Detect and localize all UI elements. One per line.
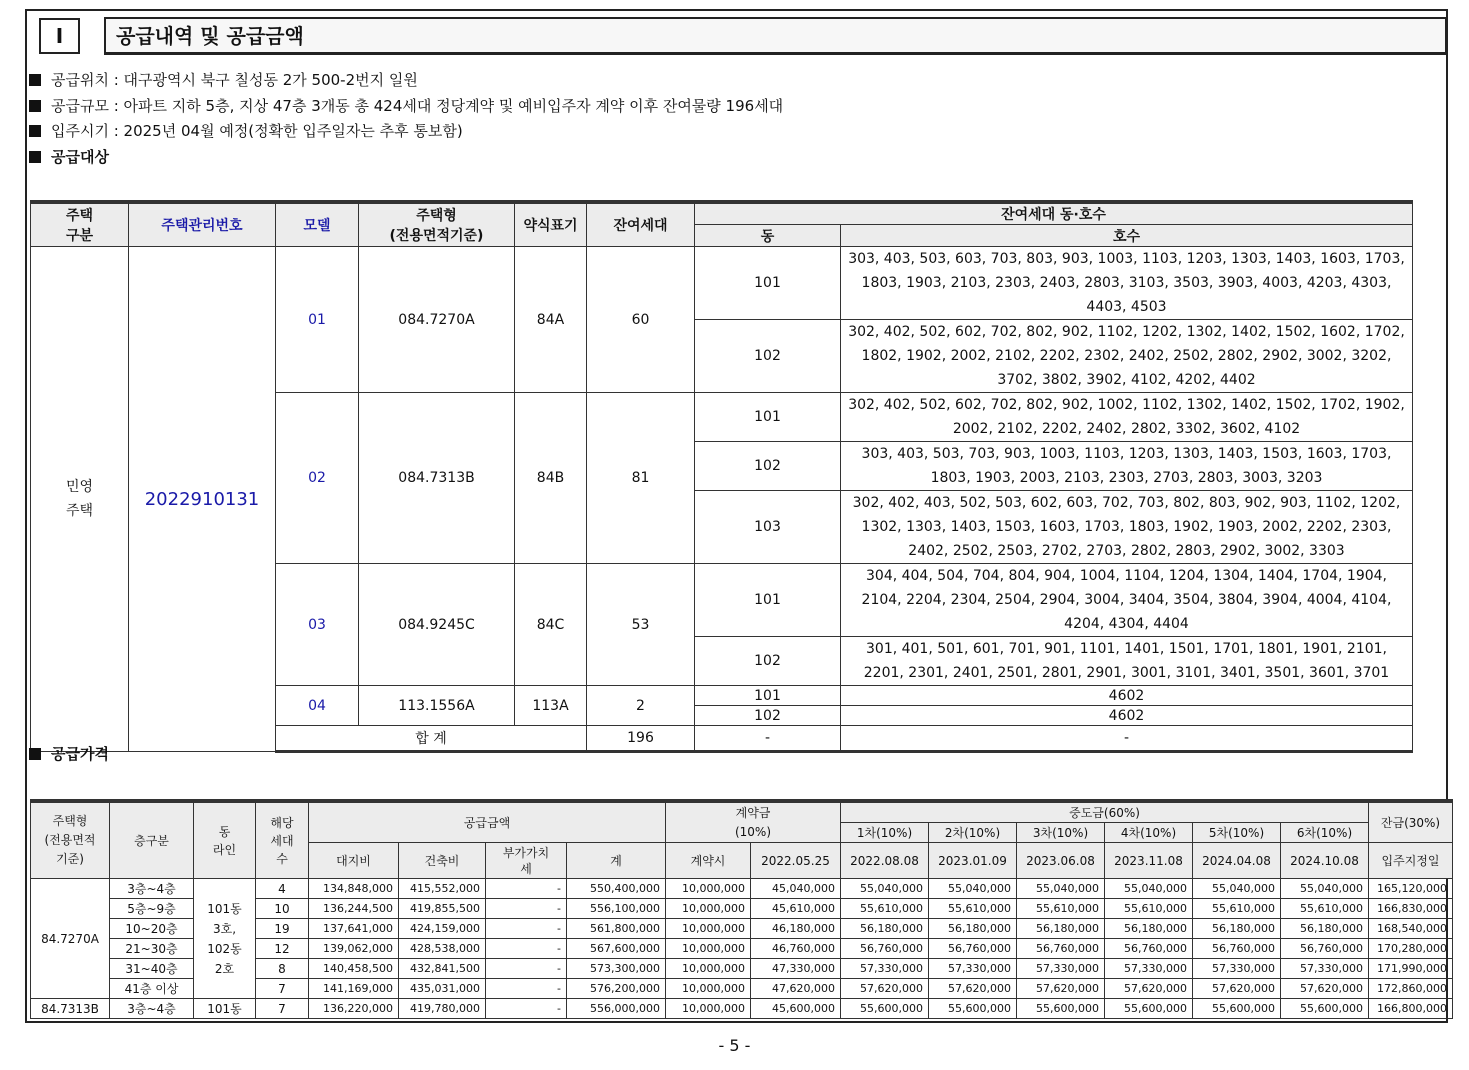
price-heading-text: 공급가격 <box>51 745 109 763</box>
info-scale-text: 공급규모 : 아파트 지하 5층, 지상 47층 3개동 총 424세대 정당계약 및 예비입주자 계약 이후 잔여물량 196세대 <box>51 97 784 115</box>
price-cell: - <box>486 919 567 939</box>
dong-line-cell: 101동 3호, 102동 2호 <box>194 879 256 999</box>
total-count: 196 <box>587 726 695 752</box>
floor-cell: 21~30층 <box>110 939 194 959</box>
price-cell: 57,620,000 <box>1105 979 1193 999</box>
price-cell: 46,180,000 <box>751 919 841 939</box>
header-d5: 2024.04.08 <box>1193 843 1281 879</box>
price-cell: 55,610,000 <box>841 899 929 919</box>
floor-cell: 3층~4층 <box>110 999 194 1019</box>
units-cell: 4 <box>256 879 309 899</box>
header-contract-date: 2022.05.25 <box>751 843 841 879</box>
info-move-in <box>29 121 463 141</box>
price-cell: 55,040,000 <box>1105 879 1193 899</box>
ho-cell: 302, 402, 502, 602, 702, 802, 902, 1002, 1102, 1302, 1402, 1502, 1702, 1902, 2002, 2102, 2202, 2402, 2802, 3302, 3602, 4102 <box>841 393 1413 442</box>
price-cell: 573,300,000 <box>567 959 666 979</box>
price-cell: 576,200,000 <box>567 979 666 999</box>
target-heading-text: 공급대상 <box>51 148 109 166</box>
price-cell: 166,800,000 <box>1369 999 1453 1019</box>
price-heading <box>29 744 109 764</box>
ho-cell: 304, 404, 504, 704, 804, 904, 1004, 1104, 1204, 1304, 1404, 1704, 1904, 2104, 2204, 2304, 2504, 2904, 3004, 3404, 3504, 3804, 3904, 4004, 4104, 4204, 4304, 4404 <box>841 564 1413 637</box>
price-cell: 57,330,000 <box>1105 959 1193 979</box>
header-vat: 부가가치 세 <box>486 843 567 879</box>
ho-cell: 4602 <box>841 686 1413 706</box>
total-ho: - <box>841 726 1413 752</box>
price-cell: - <box>486 879 567 899</box>
header-floor: 층구분 <box>110 801 194 879</box>
house-type-cell: 084.7270A <box>359 247 515 393</box>
dong-cell: 103 <box>695 491 841 564</box>
price-cell: 57,330,000 <box>929 959 1017 979</box>
dong-cell: 101 <box>695 247 841 320</box>
model-cell: 03 <box>276 564 359 686</box>
price-cell: 47,330,000 <box>751 959 841 979</box>
price-cell: 55,600,000 <box>1193 999 1281 1019</box>
price-cell: 56,180,000 <box>1105 919 1193 939</box>
price-table <box>30 799 1453 1019</box>
remaining-cell: 2 <box>587 686 695 726</box>
header-m1: 1차(10%) <box>841 823 929 843</box>
price-cell: 550,400,000 <box>567 879 666 899</box>
price-cell: - <box>486 959 567 979</box>
header-sum: 계 <box>567 843 666 879</box>
abbr-cell: 84A <box>515 247 587 393</box>
price-cell: 47,620,000 <box>751 979 841 999</box>
price-cell: 57,620,000 <box>1017 979 1105 999</box>
price-cell: 55,610,000 <box>1105 899 1193 919</box>
price-cell: 56,180,000 <box>841 919 929 939</box>
header-balance: 잔금(30%) <box>1369 801 1453 843</box>
price-cell: 170,280,000 <box>1369 939 1453 959</box>
type-cell: 84.7270A <box>31 879 110 999</box>
header-middle: 중도금(60%) <box>841 801 1369 823</box>
remaining-cell: 53 <box>587 564 695 686</box>
price-cell: - <box>486 939 567 959</box>
dong-cell: 102 <box>695 637 841 686</box>
units-cell: 8 <box>256 959 309 979</box>
price-cell: 432,841,500 <box>399 959 486 979</box>
mgmt-no-cell: 2022910131 <box>129 247 276 752</box>
house-division-cell: 민영 주택 <box>31 247 129 752</box>
price-cell: 55,600,000 <box>1105 999 1193 1019</box>
dong-cell: 102 <box>695 442 841 491</box>
dong-cell: 101 <box>695 564 841 637</box>
price-cell: 172,860,000 <box>1369 979 1453 999</box>
price-cell: 424,159,000 <box>399 919 486 939</box>
price-cell: 56,180,000 <box>1281 919 1369 939</box>
price-cell: 55,600,000 <box>1281 999 1369 1019</box>
price-cell: 567,600,000 <box>567 939 666 959</box>
price-cell: 141,169,000 <box>309 979 399 999</box>
price-cell: 56,760,000 <box>1017 939 1105 959</box>
dong-cell: 102 <box>695 706 841 726</box>
dong-cell: 102 <box>695 320 841 393</box>
price-cell: 561,800,000 <box>567 919 666 939</box>
dong-line-cell: 101동 <box>194 999 256 1019</box>
price-cell: 57,620,000 <box>929 979 1017 999</box>
price-cell: 137,641,000 <box>309 919 399 939</box>
header-dong: 동 <box>695 225 841 247</box>
header-building: 건축비 <box>399 843 486 879</box>
header-d1: 2022.08.08 <box>841 843 929 879</box>
price-cell: 165,120,000 <box>1369 879 1453 899</box>
price-cell: 55,040,000 <box>1017 879 1105 899</box>
price-cell: 55,610,000 <box>1193 899 1281 919</box>
price-cell: 55,610,000 <box>929 899 1017 919</box>
header-house-type: 주택형 (전용면적기준) <box>359 202 515 247</box>
house-type-cell: 084.9245C <box>359 564 515 686</box>
header-type: 주택형 (전용면적 기준) <box>31 801 110 879</box>
floor-cell: 41층 이상 <box>110 979 194 999</box>
ho-cell: 303, 403, 503, 703, 903, 1003, 1103, 1203, 1303, 1403, 1503, 1603, 1703, 1803, 1903, 2003, 2103, 2303, 2703, 2803, 3003, 3203 <box>841 442 1413 491</box>
price-cell: 55,600,000 <box>1017 999 1105 1019</box>
header-m2: 2차(10%) <box>929 823 1017 843</box>
price-cell: 57,330,000 <box>1281 959 1369 979</box>
header-balance-date: 입주지정일 <box>1369 843 1453 879</box>
price-cell: 57,620,000 <box>841 979 929 999</box>
header-m6: 6차(10%) <box>1281 823 1369 843</box>
price-row <box>31 999 1453 1019</box>
price-cell: 55,600,000 <box>929 999 1017 1019</box>
price-cell: 10,000,000 <box>666 999 751 1019</box>
total-dong: - <box>695 726 841 752</box>
header-supply-amount: 공급금액 <box>309 801 666 843</box>
square-bullet-icon <box>29 100 41 112</box>
dong-cell: 101 <box>695 686 841 706</box>
price-cell: 55,040,000 <box>929 879 1017 899</box>
info-move-in-text: 입주시기 : 2025년 04월 예정(정확한 입주일자는 추후 통보함) <box>51 122 463 140</box>
price-cell: 56,760,000 <box>1281 939 1369 959</box>
square-bullet-icon <box>29 74 41 86</box>
price-cell: - <box>486 979 567 999</box>
square-bullet-icon <box>29 748 41 760</box>
price-cell: 45,600,000 <box>751 999 841 1019</box>
price-cell: - <box>486 999 567 1019</box>
type-cell: 84.7313B <box>31 999 110 1019</box>
abbr-cell: 84C <box>515 564 587 686</box>
ho-cell: 302, 402, 502, 602, 702, 802, 902, 1102, 1202, 1302, 1402, 1502, 1602, 1702, 1802, 1902, 2002, 2102, 2202, 2302, 2402, 2502, 2802, 2902, 3002, 3202, 3702, 3802, 3902, 4102, 4202, 4402 <box>841 320 1413 393</box>
price-cell: 56,760,000 <box>929 939 1017 959</box>
units-cell: 12 <box>256 939 309 959</box>
header-units: 해당 세대 수 <box>256 801 309 879</box>
model-cell: 02 <box>276 393 359 564</box>
price-cell: 45,610,000 <box>751 899 841 919</box>
remaining-cell: 81 <box>587 393 695 564</box>
header-land: 대지비 <box>309 843 399 879</box>
units-cell: 7 <box>256 999 309 1019</box>
units-cell: 19 <box>256 919 309 939</box>
price-cell: 134,848,000 <box>309 879 399 899</box>
price-cell: 57,330,000 <box>841 959 929 979</box>
floor-cell: 5층~9층 <box>110 899 194 919</box>
header-m3: 3차(10%) <box>1017 823 1105 843</box>
price-cell: 168,540,000 <box>1369 919 1453 939</box>
price-cell: 419,855,500 <box>399 899 486 919</box>
header-d4: 2023.11.08 <box>1105 843 1193 879</box>
header-d6: 2024.10.08 <box>1281 843 1369 879</box>
price-cell: 10,000,000 <box>666 919 751 939</box>
price-cell: 57,620,000 <box>1281 979 1369 999</box>
price-cell: 46,760,000 <box>751 939 841 959</box>
price-cell: 139,062,000 <box>309 939 399 959</box>
price-cell: 140,458,500 <box>309 959 399 979</box>
price-cell: 57,620,000 <box>1193 979 1281 999</box>
header-abbr: 약식표기 <box>515 202 587 247</box>
price-cell: 10,000,000 <box>666 939 751 959</box>
supply-table <box>30 200 1413 753</box>
header-dong-line: 동 라인 <box>194 801 256 879</box>
header-contract-at: 계약시 <box>666 843 751 879</box>
price-cell: 166,830,000 <box>1369 899 1453 919</box>
abbr-cell: 84B <box>515 393 587 564</box>
price-cell: 435,031,000 <box>399 979 486 999</box>
price-cell: 55,610,000 <box>1017 899 1105 919</box>
section-number: I <box>39 18 80 54</box>
header-model: 모델 <box>276 202 359 247</box>
floor-cell: 10~20층 <box>110 919 194 939</box>
header-d3: 2023.06.08 <box>1017 843 1105 879</box>
model-cell: 01 <box>276 247 359 393</box>
price-cell: 136,220,000 <box>309 999 399 1019</box>
price-cell: 55,600,000 <box>841 999 929 1019</box>
dong-cell: 101 <box>695 393 841 442</box>
header-remaining-units: 잔여세대 동·호수 <box>695 202 1413 225</box>
price-cell: 56,180,000 <box>929 919 1017 939</box>
price-cell: 171,990,000 <box>1369 959 1453 979</box>
floor-cell: 3층~4층 <box>110 879 194 899</box>
price-row <box>31 879 1453 899</box>
price-cell: 56,760,000 <box>841 939 929 959</box>
ho-cell: 303, 403, 503, 603, 703, 803, 903, 1003, 1103, 1203, 1303, 1403, 1603, 1703, 1803, 1903, 2103, 2303, 2403, 2803, 3103, 3503, 3903, 4003, 4203, 4303, 4403, 4503 <box>841 247 1413 320</box>
units-cell: 10 <box>256 899 309 919</box>
price-cell: 55,610,000 <box>1281 899 1369 919</box>
header-d2: 2023.01.09 <box>929 843 1017 879</box>
price-cell: 55,040,000 <box>841 879 929 899</box>
price-cell: 10,000,000 <box>666 879 751 899</box>
abbr-cell: 113A <box>515 686 587 726</box>
header-mgmt-no: 주택관리번호 <box>129 202 276 247</box>
section-title: 공급내역 및 공급금액 <box>104 17 1447 55</box>
price-cell: 56,760,000 <box>1193 939 1281 959</box>
remaining-cell: 60 <box>587 247 695 393</box>
price-cell: 415,552,000 <box>399 879 486 899</box>
ho-cell: 301, 401, 501, 601, 701, 901, 1101, 1401, 1501, 1701, 1801, 1901, 2101, 2201, 2301, 2401, 2501, 2801, 2901, 3001, 3101, 3401, 3501, 3601, 3701 <box>841 637 1413 686</box>
header-contract: 계약금 (10%) <box>666 801 841 843</box>
target-heading <box>29 147 109 167</box>
header-ho: 호수 <box>841 225 1413 247</box>
price-cell: 55,040,000 <box>1193 879 1281 899</box>
price-cell: 10,000,000 <box>666 979 751 999</box>
price-cell: 428,538,000 <box>399 939 486 959</box>
floor-cell: 31~40층 <box>110 959 194 979</box>
price-cell: 57,330,000 <box>1193 959 1281 979</box>
price-cell: 556,000,000 <box>567 999 666 1019</box>
square-bullet-icon <box>29 151 41 163</box>
ho-cell: 302, 402, 403, 502, 503, 602, 603, 702, 703, 802, 803, 902, 903, 1102, 1202, 1302, 1303, 1403, 1503, 1603, 1703, 1803, 1902, 1903, 2002, 2202, 2303, 2402, 2502, 2503, 2702, 2703, 2802, 2803, 2902, 3002, 3303 <box>841 491 1413 564</box>
price-cell: 56,180,000 <box>1193 919 1281 939</box>
price-cell: - <box>486 899 567 919</box>
price-cell: 136,244,500 <box>309 899 399 919</box>
price-cell: 10,000,000 <box>666 899 751 919</box>
house-type-cell: 113.1556A <box>359 686 515 726</box>
price-cell: 56,180,000 <box>1017 919 1105 939</box>
header-m4: 4차(10%) <box>1105 823 1193 843</box>
price-cell: 57,330,000 <box>1017 959 1105 979</box>
price-cell: 45,040,000 <box>751 879 841 899</box>
header-m5: 5차(10%) <box>1193 823 1281 843</box>
header-remaining: 잔여세대 <box>587 202 695 247</box>
price-cell: 56,760,000 <box>1105 939 1193 959</box>
model-cell: 04 <box>276 686 359 726</box>
square-bullet-icon <box>29 125 41 137</box>
price-cell: 55,040,000 <box>1281 879 1369 899</box>
info-scale <box>29 96 783 116</box>
price-cell: 10,000,000 <box>666 959 751 979</box>
page-number: - 5 - <box>718 1036 751 1055</box>
total-label: 합 계 <box>276 726 587 752</box>
price-cell: 419,780,000 <box>399 999 486 1019</box>
header-house-division: 주택 구분 <box>31 202 129 247</box>
units-cell: 7 <box>256 979 309 999</box>
info-location <box>29 70 418 90</box>
house-type-cell: 084.7313B <box>359 393 515 564</box>
info-location-text: 공급위치 : 대구광역시 북구 칠성동 2가 500-2번지 일원 <box>51 71 418 89</box>
ho-cell: 4602 <box>841 706 1413 726</box>
price-cell: 556,100,000 <box>567 899 666 919</box>
